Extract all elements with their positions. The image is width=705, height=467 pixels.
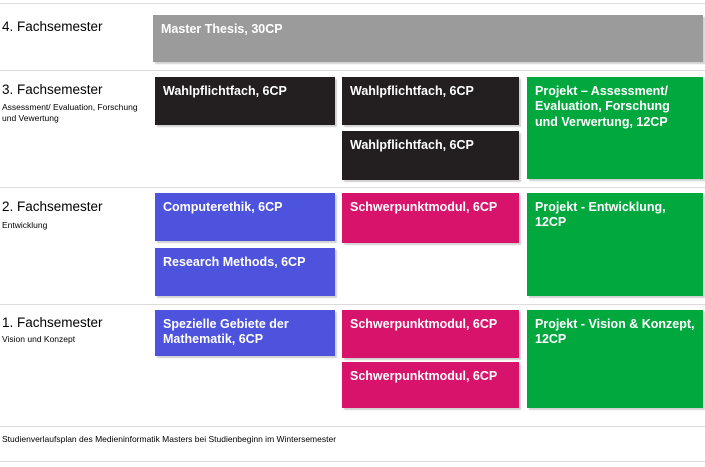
- block-wahlpflichtfach-b: Wahlpflichtfach, 6CP: [342, 77, 519, 125]
- block-schwerpunktmodul-c: Schwerpunktmodul, 6CP: [342, 362, 519, 408]
- divider-line-top: [0, 3, 705, 4]
- semester-4-label: 4. Fachsemester: [2, 19, 103, 34]
- semester-3-subtitle: Assessment/ Evaluation, Forschung und Vewertung: [2, 102, 138, 124]
- semester-2-subtitle: Entwicklung: [2, 220, 48, 230]
- semester-3-label: 3. Fachsemester: [2, 82, 103, 97]
- divider-line-4: [0, 426, 705, 427]
- semester-1-label: 1. Fachsemester: [2, 315, 103, 330]
- divider-line-bottom: [0, 461, 705, 462]
- block-wahlpflichtfach-a: Wahlpflichtfach, 6CP: [155, 77, 335, 125]
- block-projekt-vision-konzept: Projekt - Vision & Konzept, 12CP: [527, 310, 703, 408]
- block-spezielle-gebiete-mathematik: Spezielle Gebiete der Mathematik, 6CP: [155, 310, 335, 356]
- block-projekt-assessment: Projekt – Assessment/ Evaluation, Forschung und Verwertung, 12CP: [527, 77, 703, 179]
- semester-1-subtitle: Vision und Konzept: [2, 334, 76, 344]
- block-schwerpunktmodul-b: Schwerpunktmodul, 6CP: [342, 310, 519, 358]
- block-schwerpunktmodul-a: Schwerpunktmodul, 6CP: [342, 193, 519, 243]
- block-computerethik: Computerethik, 6CP: [155, 193, 335, 241]
- block-projekt-entwicklung: Projekt - Entwicklung, 12CP: [527, 193, 703, 296]
- block-wahlpflichtfach-c: Wahlpflichtfach, 6CP: [342, 131, 519, 180]
- block-master-thesis: Master Thesis, 30CP: [153, 15, 703, 62]
- block-research-methods: Research Methods, 6CP: [155, 248, 335, 296]
- divider-line-1: [0, 70, 705, 71]
- divider-line-3: [0, 304, 705, 305]
- caption: Studienverlaufsplan des Medieninformatik Masters bei Studienbeginn im Wintersemester: [2, 434, 337, 444]
- divider-line-2: [0, 187, 705, 188]
- semester-2-label: 2. Fachsemester: [2, 199, 103, 214]
